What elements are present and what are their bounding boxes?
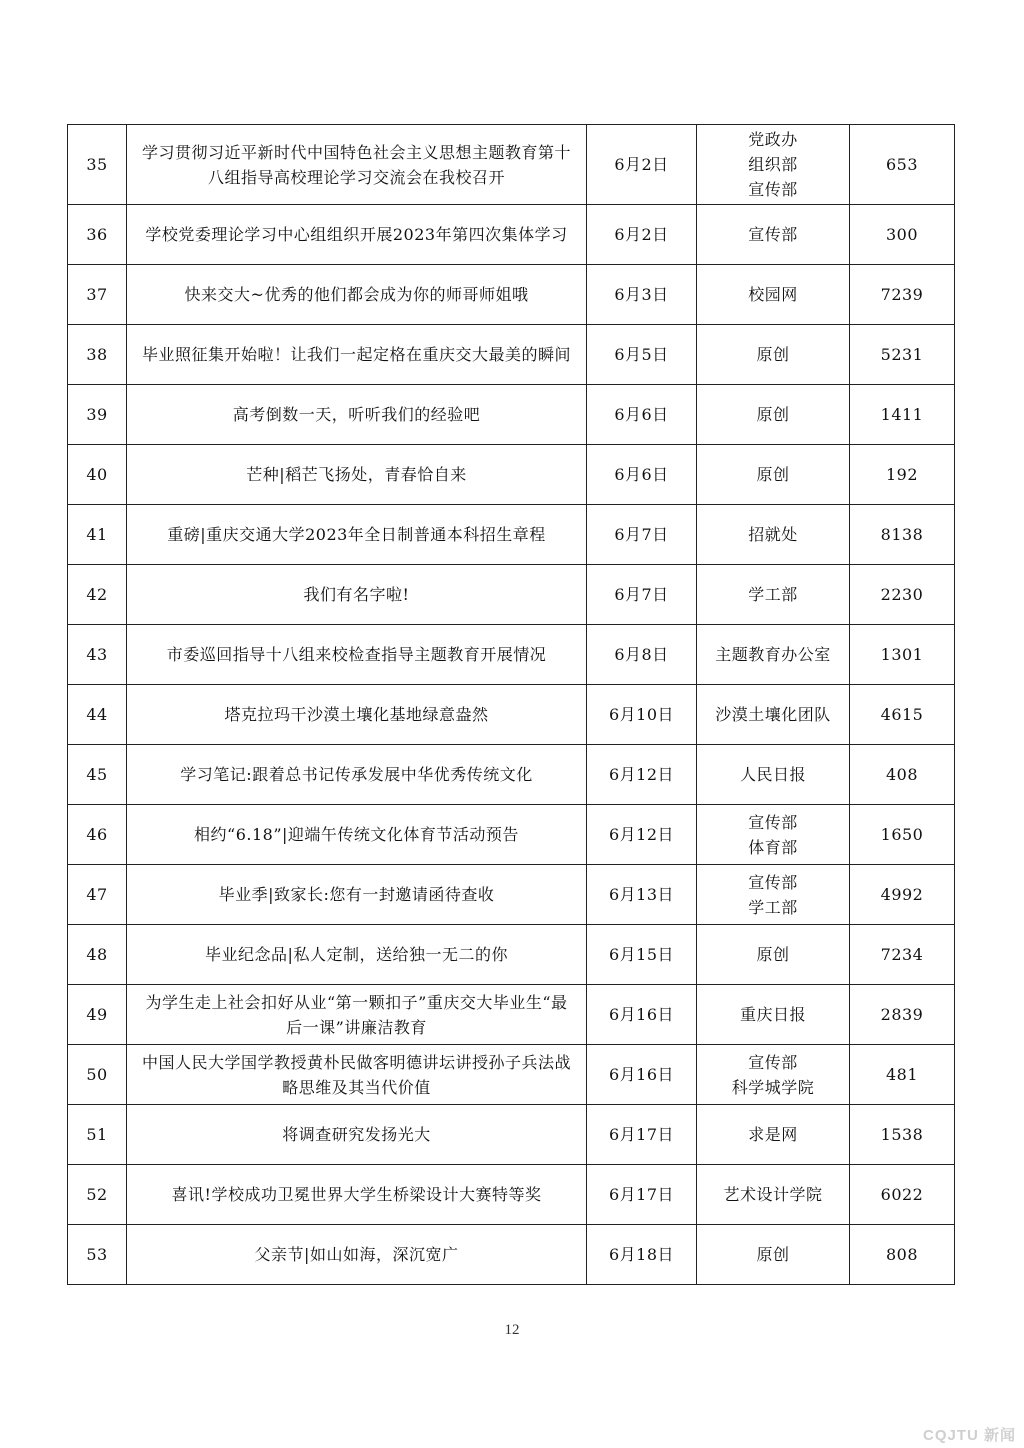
department-name: 宣传部 [748,180,798,199]
source-department [697,1105,850,1165]
source-department [697,1045,850,1105]
source-department [697,745,850,805]
publish-date: 6月5日 [587,325,697,385]
row-number: 42 [68,565,127,625]
department-name: 原创 [756,1245,790,1264]
source-department [697,625,850,685]
department-name: 沙漠土壤化团队 [715,705,831,724]
view-count: 7234 [850,925,955,985]
publish-date: 6月18日 [587,1225,697,1285]
department-name: 体育部 [748,837,798,857]
source-department [697,385,850,445]
row-number: 45 [68,745,127,805]
department-name: 科学城学院 [731,1077,815,1097]
view-count: 8138 [850,505,955,565]
row-number: 43 [68,625,127,685]
article-title: 重磅|重庆交通大学2023年全日制普通本科招生章程 [127,505,587,565]
table-row [68,685,955,745]
table-row [68,985,955,1045]
source-department [697,125,850,205]
row-number: 36 [68,205,127,265]
view-count: 1411 [850,385,955,445]
publish-date: 6月8日 [587,625,697,685]
source-department [697,805,850,865]
department-name: 原创 [756,405,790,424]
page-number: 12 [504,1322,520,1338]
department-name: 组织部 [748,155,798,174]
publish-date: 6月7日 [587,505,697,565]
table-row [68,445,955,505]
department-name: 学工部 [748,897,798,917]
row-number: 38 [68,325,127,385]
table-row [68,125,955,205]
view-count: 192 [850,445,955,505]
view-count: 481 [850,1045,955,1105]
article-title: 喜讯!学校成功卫冕世界大学生桥梁设计大赛特等奖 [127,1165,587,1225]
view-count: 4992 [850,865,955,925]
article-title: 毕业照征集开始啦！让我们一起定格在重庆交大最美的瞬间 [127,325,587,385]
publish-date: 6月7日 [587,565,697,625]
source-department [697,565,850,625]
source-department [697,1165,850,1225]
article-title: 快来交大~优秀的他们都会成为你的师哥师姐哦 [127,265,587,325]
view-count: 300 [850,205,955,265]
article-title: 塔克拉玛干沙漠土壤化基地绿意盎然 [127,685,587,745]
article-title: 将调查研究发扬光大 [127,1105,587,1165]
table-row [68,565,955,625]
view-count: 4615 [850,685,955,745]
article-title: 我们有名字啦! [127,565,587,625]
row-number: 47 [68,865,127,925]
table-row [68,1045,955,1105]
publish-date: 6月12日 [587,745,697,805]
view-count: 7239 [850,265,955,325]
table-row [68,205,955,265]
table-row [68,625,955,685]
source-department [697,205,850,265]
department-name: 原创 [756,465,790,484]
row-number: 37 [68,265,127,325]
department-name: 主题教育办公室 [715,645,831,664]
source-department [697,865,850,925]
article-title: 毕业季|致家长:您有一封邀请函待查收 [127,865,587,925]
department-name: 艺术设计学院 [723,1185,823,1204]
article-title: 相约“6.18”|迎端午传统文化体育节活动预告 [127,805,587,865]
article-title: 学习笔记:跟着总书记传承发展中华优秀传统文化 [127,745,587,805]
table-row [68,325,955,385]
view-count: 1650 [850,805,955,865]
row-number: 53 [68,1225,127,1285]
watermark-logo: CQJTU 新闻 [922,1427,1016,1444]
publish-date: 6月6日 [587,445,697,505]
source-department [697,685,850,745]
department-name: 原创 [756,945,790,964]
department-name: 原创 [756,345,790,364]
row-number: 52 [68,1165,127,1225]
table-row [68,805,955,865]
table-row [68,385,955,445]
department-name: 招就处 [748,525,798,544]
publish-date: 6月6日 [587,385,697,445]
publish-date: 6月16日 [587,985,697,1045]
publish-date: 6月3日 [587,265,697,325]
table-row [68,865,955,925]
source-department [697,325,850,385]
table-row [68,1105,955,1165]
source-department [697,265,850,325]
article-title: 市委巡回指导十八组来校检查指导主题教育开展情况 [127,625,587,685]
department-name: 宣传部 [748,812,798,832]
source-department [697,985,850,1045]
table-row [68,925,955,985]
row-number: 49 [68,985,127,1045]
department-name: 人民日报 [739,765,806,784]
publish-date: 6月17日 [587,1105,697,1165]
table-row [68,745,955,805]
article-title: 学习贯彻习近平新时代中国特色社会主义思想主题教育第十八组指导高校理论学习交流会在我校召开 [127,125,587,205]
department-name: 校园网 [748,285,798,304]
table-body [68,125,955,1285]
publish-date: 6月16日 [587,1045,697,1105]
source-department [697,925,850,985]
view-count: 1301 [850,625,955,685]
row-number: 44 [68,685,127,745]
source-department [697,505,850,565]
department-name: 学工部 [748,585,798,604]
article-title: 中国人民大学国学教授黄朴民做客明德讲坛讲授孙子兵法战略思维及其当代价值 [127,1045,587,1105]
view-count: 653 [850,125,955,205]
article-title: 毕业纪念品|私人定制，送给独一无二的你 [127,925,587,985]
source-department [697,1225,850,1285]
view-count: 408 [850,745,955,805]
view-count: 2230 [850,565,955,625]
row-number: 40 [68,445,127,505]
news-table [67,124,955,1285]
table-row [68,1225,955,1285]
table-row [68,1165,955,1225]
article-title: 父亲节|如山如海，深沉宽广 [127,1225,587,1285]
view-count: 808 [850,1225,955,1285]
view-count: 1538 [850,1105,955,1165]
publish-date: 6月15日 [587,925,697,985]
article-title: 学校党委理论学习中心组组织开展2023年第四次集体学习 [127,205,587,265]
view-count: 6022 [850,1165,955,1225]
department-name: 重庆日报 [739,1005,806,1024]
view-count: 5231 [850,325,955,385]
publish-date: 6月17日 [587,1165,697,1225]
publish-date: 6月2日 [587,125,697,205]
row-number: 35 [68,125,127,205]
row-number: 46 [68,805,127,865]
department-name: 党政办 [748,130,798,149]
department-name: 宣传部 [748,225,798,244]
article-title: 为学生走上社会扣好从业“第一颗扣子”重庆交大毕业生“最后一课”讲廉洁教育 [127,985,587,1045]
table-row [68,265,955,325]
publish-date: 6月2日 [587,205,697,265]
row-number: 50 [68,1045,127,1105]
publish-date: 6月13日 [587,865,697,925]
article-title: 高考倒数一天，听听我们的经验吧 [127,385,587,445]
article-title: 芒种|稻芒飞扬处，青春恰自来 [127,445,587,505]
department-name: 宣传部 [748,872,798,892]
publish-date: 6月12日 [587,805,697,865]
department-name: 宣传部 [748,1052,798,1072]
department-name: 求是网 [748,1125,798,1144]
source-department [697,445,850,505]
publish-date: 6月10日 [587,685,697,745]
row-number: 41 [68,505,127,565]
row-number: 51 [68,1105,127,1165]
row-number: 48 [68,925,127,985]
view-count: 2839 [850,985,955,1045]
row-number: 39 [68,385,127,445]
table-row [68,505,955,565]
